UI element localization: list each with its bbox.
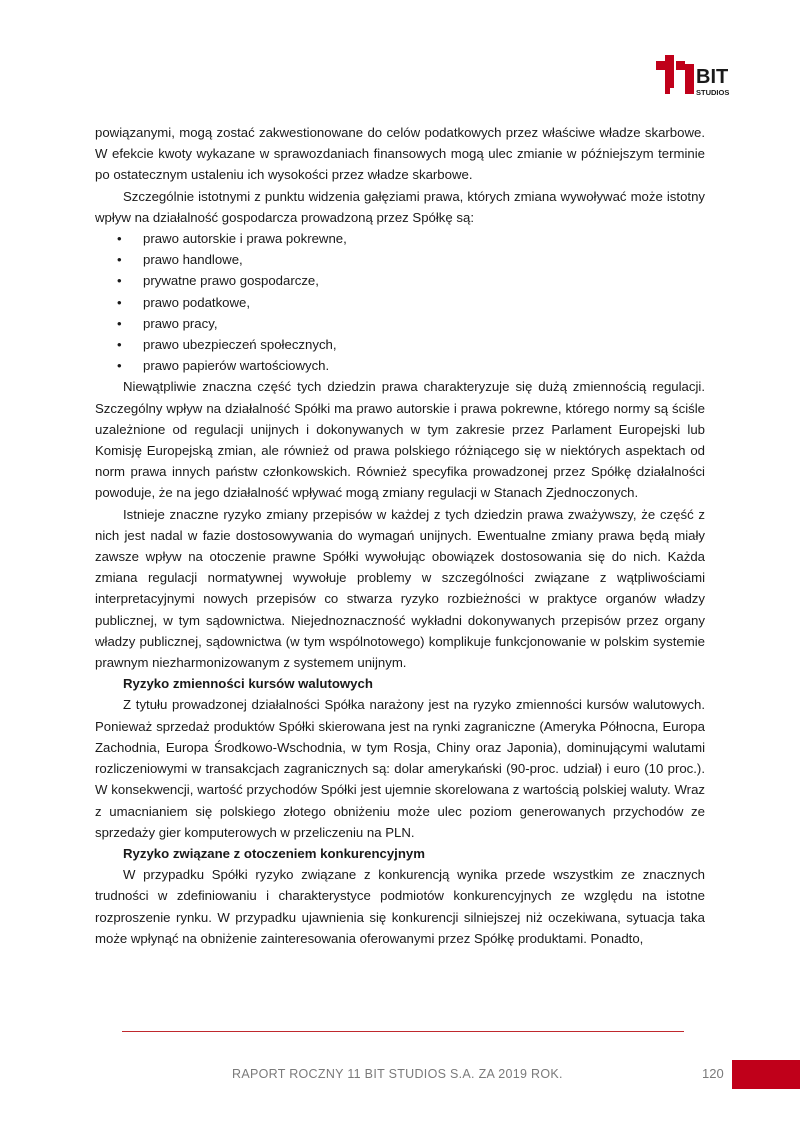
- paragraph: Z tytułu prowadzonej działalności Spółka narażony jest na ryzyko zmienności kursów walutowych. Ponieważ sprzedaż produktów Spółki skierowana jest na rynki zagraniczne (Ameryka Północna, Europa Zachodnia, Europa Środkowo-Wschodnia, w tym Rosja, Chiny oraz Japonia), dominującymi walutami rozliczeniowymi w transakcjach zagranicznych są: dolar amerykański (90-proc. udział) i euro (10 proc.). W konsekwencji, wartość przychodów Spółki jest ujemnie skorelowana z wartością polskiej waluty. Wraz z umacnianiem się polskiego złotego obniżeniu może ulec poziom generowanych przychodów ze sprzedaży gier komputerowych w przeliczeniu na PLN.: [95, 697, 705, 840]
- footer-report-title: RAPORT ROCZNY 11 BIT STUDIOS S.A. ZA 2019 ROK.: [232, 1067, 563, 1081]
- list-item: • prywatne prawo gospodarcze,: [95, 270, 705, 291]
- paragraph: Istnieje znaczne ryzyko zmiany przepisów w każdej z tych dziedzin prawa zważywszy, że część z nich jest nadal w fazie dostosowywania do wymagań unijnych. Ewentualne zmiany prawa będą miały zawsze wpływ na otoczenie prawne Spółki wywołując obowiązek dostosowania się do nich. Każda zmiana regulacji normatywnej wywołuje problemy w szczególności związane z wątpliwościami interpretacyjnymi nowych przepisów co stwarza ryzyko rozbieżności w praktyce organów władzy publicznej, w tym sądownictwa. Niejednoznaczność wykładni dokonywanych przepisów przez organy władzy publicznej, sądownictwa (w tym wspólnotowego) komplikuje funkcjonowanie w polskim systemie prawnym niezharmonizowanym z systemem unijnym.: [95, 506, 705, 671]
- paragraph: powiązanymi, mogą zostać zakwestionowane do celów podatkowych przez właściwe władze skarbowe. W efekcie kwoty wykazane w sprawozdaniach finansowych mogą ulec zmianie w późniejszym terminie po ostatecznym ustaleniu ich wysokości przez władze skarbowe.: [95, 125, 705, 183]
- paragraph: W przypadku Spółki ryzyko związane z konkurencją wynika przede wszystkim ze znacznych trudności w zdefiniowaniu i charakterystyce podmiotów konkurencyjnych ze względu na istotne rozproszenie rynku. W przypadku ujawnienia się konkurencji silniejszej niż oczekiwana, sytuacja taka może wpłynąć na obniżenie zainteresowania oferowanymi przez Spółkę produktami. Ponadto,: [95, 867, 705, 946]
- page-number: 120: [702, 1066, 724, 1081]
- paragraph: Niewątpliwie znaczna część tych dziedzin prawa charakteryzuje się dużą zmiennością regulacji. Szczególny wpływ na działalność Spółki ma prawo autorskie i prawa pokrewne, którego normy są ściśle uzależnione od regulacji unijnych i dokonywanych w tym zakresie przez Parlament Europejski lub Komisję Europejską zmian, ale również od prawa polskiego różniącego się w niektórych aspektach od norm prawa innych państw członkowskich. Również specyfika prowadzonej przez Spółkę działalności powoduje, że na jego działalność wpływać mogą zmiany regulacji w Stanach Zjednoczonych.: [95, 379, 705, 501]
- list-item: • prawo podatkowe,: [95, 292, 705, 313]
- list-item: • prawo pracy,: [95, 313, 705, 334]
- paragraph: Szczególnie istotnymi z punktu widzenia gałęziami prawa, których zmiana wywoływać może istotny wpływ na działalność gospodarcza prowadzoną przez Spółkę są:: [95, 188, 705, 225]
- section-heading-currency-risk: Ryzyko zmienności kursów walutowych: [123, 676, 373, 692]
- document-body: [95, 122, 705, 949]
- list-item: • prawo handlowe,: [95, 249, 705, 270]
- company-logo: [656, 55, 736, 97]
- footer-accent-block: [732, 1060, 800, 1089]
- logo-subtext: STUDIOS: [696, 88, 730, 97]
- list-item: • prawo autorskie i prawa pokrewne,: [95, 228, 705, 249]
- law-branches-list: [95, 228, 705, 376]
- logo-text: BIT: [696, 66, 729, 88]
- footer-divider: [122, 1031, 684, 1032]
- 11-bit-studios-logo-icon: [656, 55, 736, 97]
- list-item: • prawo ubezpieczeń społecznych,: [95, 334, 705, 355]
- section-heading-competition-risk: Ryzyko związane z otoczeniem konkurencyjnym: [123, 845, 425, 861]
- list-item: • prawo papierów wartościowych.: [95, 355, 705, 376]
